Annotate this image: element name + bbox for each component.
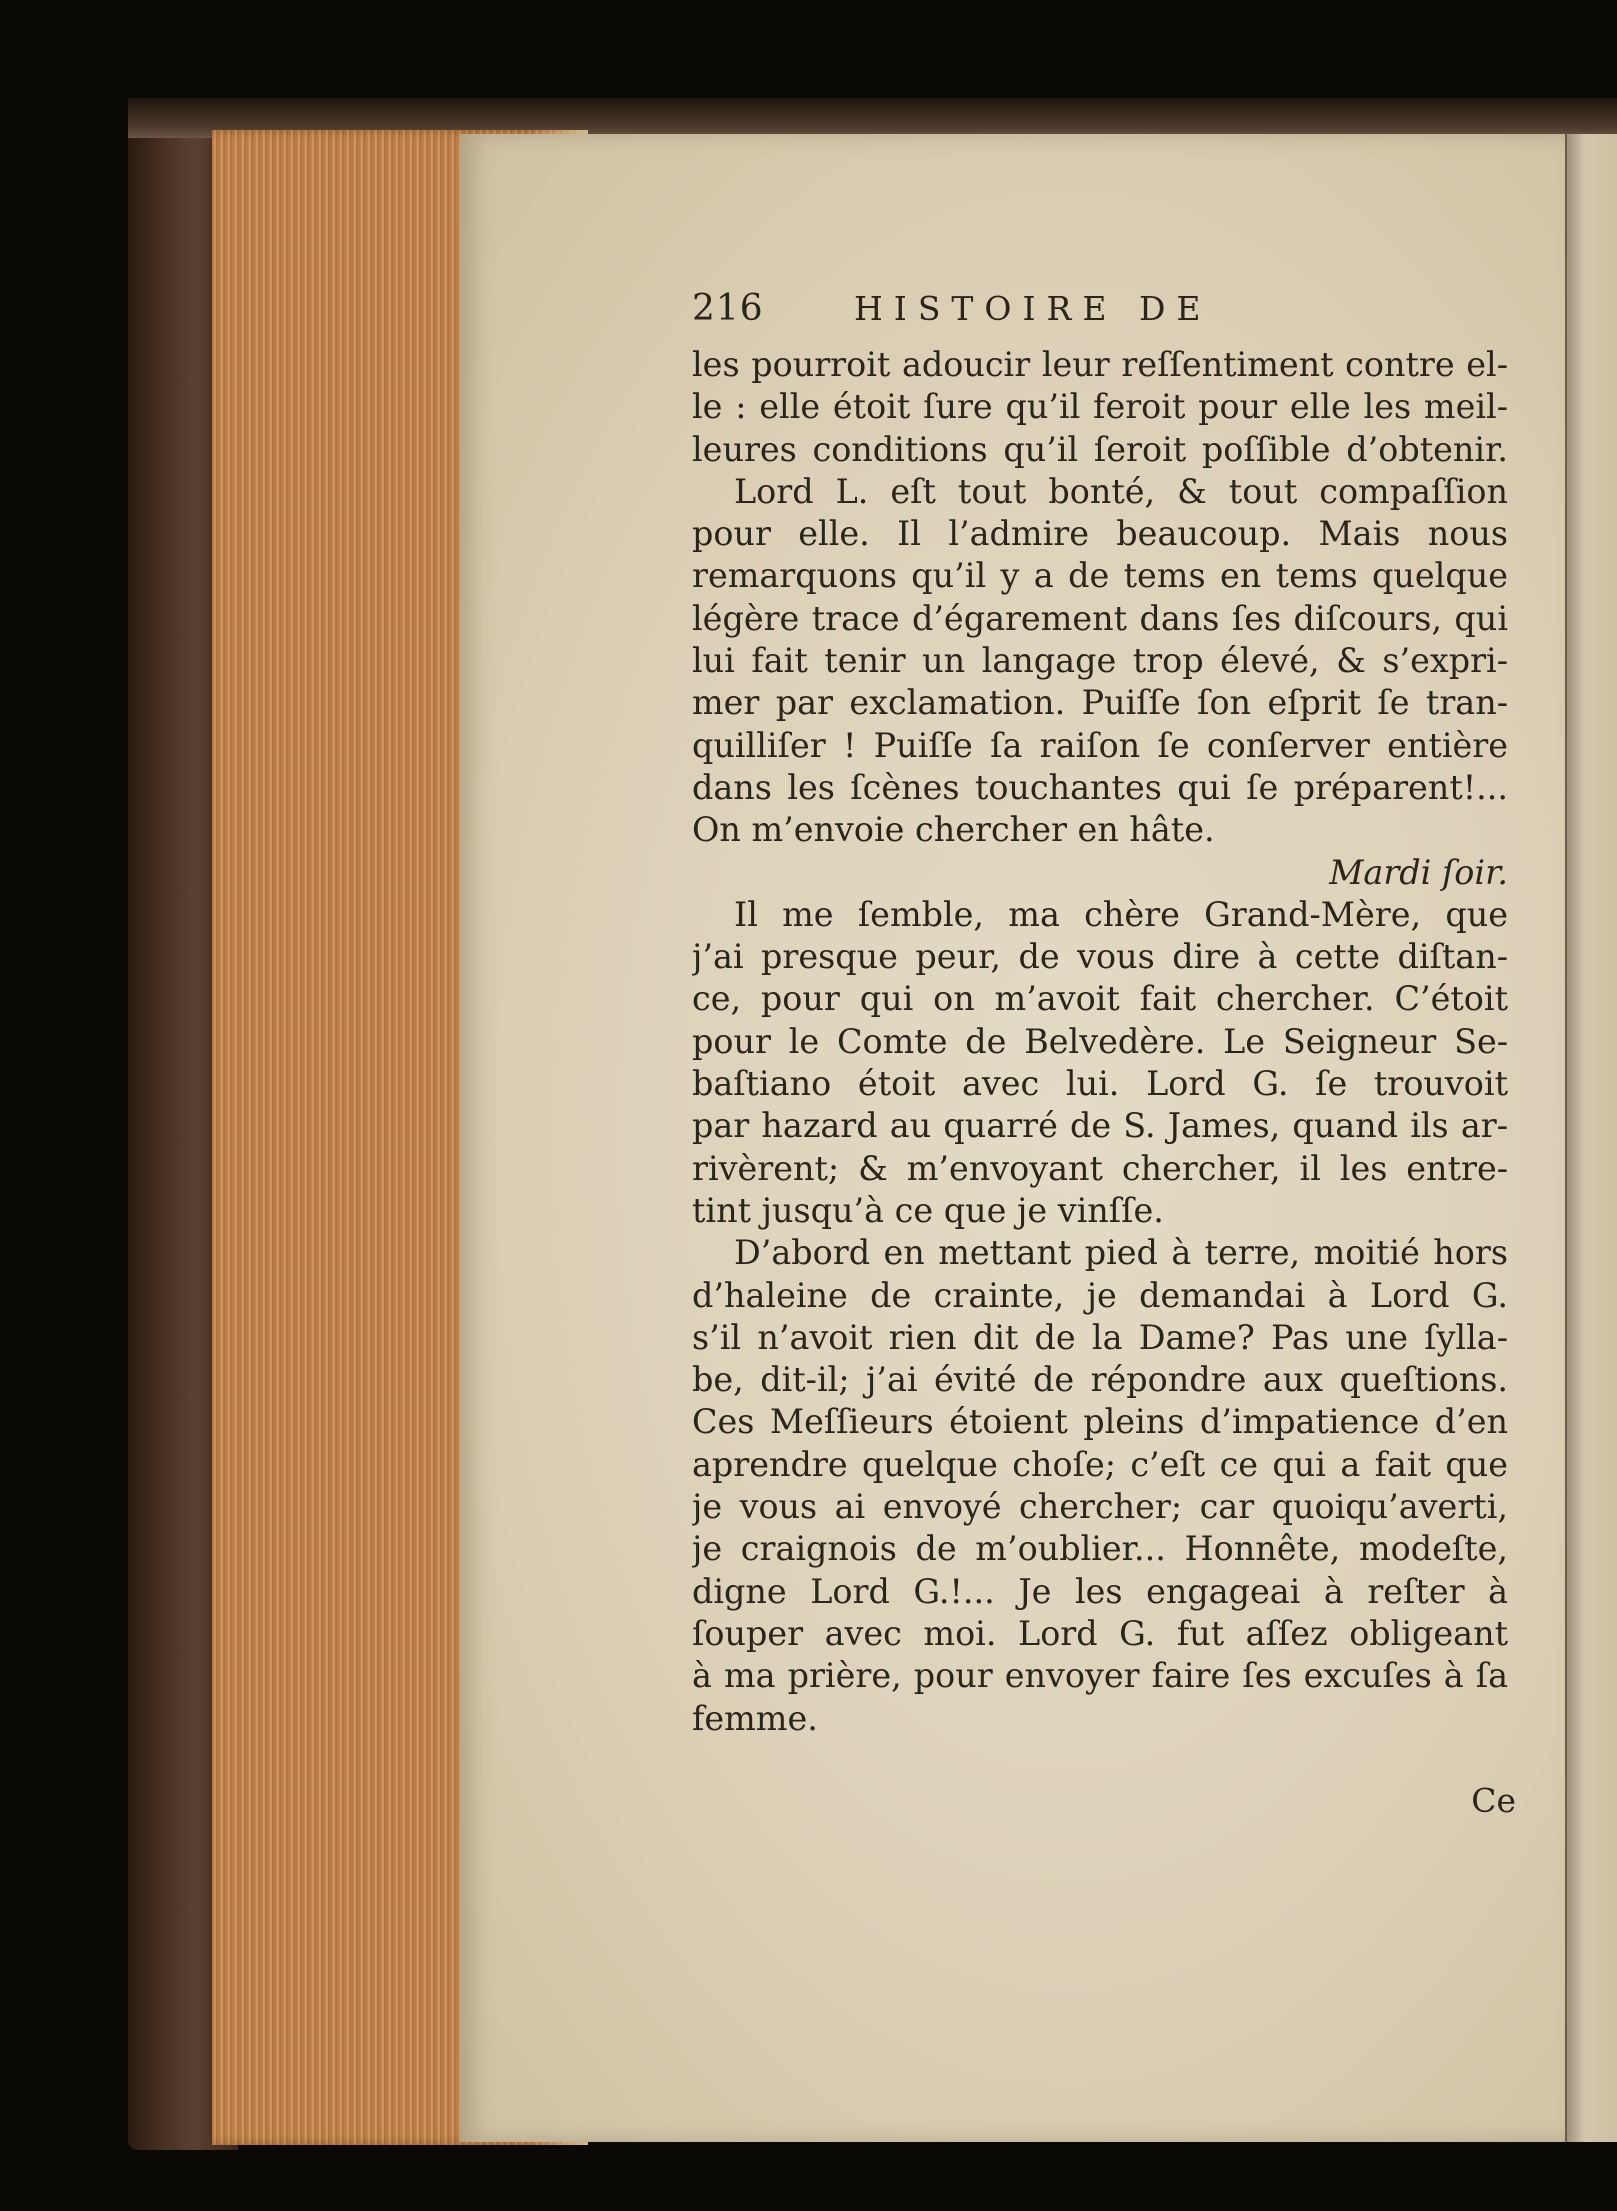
text-line: dans les ſcènes touchantes qui ſe préparent!... [692, 767, 1508, 807]
text-line: tint jusqu’à ce que je vinſſe. [692, 1190, 1164, 1230]
text-line: par hazard au quarré de S. James, quand ils ar- [692, 1106, 1508, 1146]
text-line: Mardi ſoir. [1329, 852, 1508, 892]
text-line: les pourroit adoucir leur reſſentiment contre el- [692, 345, 1508, 384]
catchword: Ce [1471, 1781, 1516, 1820]
text-line: légère trace d’égarement dans ſes diſcours, qui [692, 598, 1508, 638]
text-line: quilliſer ! Puiſſe ſa raiſon ſe conſerver entière [692, 725, 1508, 765]
text-line: remarquons qu’il y a de tems en tems quelque [692, 556, 1508, 596]
text-line: leures conditions qu’il ſeroit poſſible d’obtenir. [692, 429, 1508, 469]
text-line: pour le Comte de Belvedère. Le Seigneur Se- [692, 1021, 1508, 1061]
running-header [692, 288, 1342, 338]
text-line: ce, pour qui on m’avoit fait chercher. C’étoit [692, 979, 1508, 1019]
text-line: baſtiano étoit avec lui. Lord G. ſe trouvoit [692, 1064, 1508, 1104]
text-line: d’haleine de crainte, je demandai à Lord G. [692, 1275, 1508, 1315]
text-line: digne Lord G.!... Je les engageai à reſter à [692, 1571, 1508, 1611]
text-line: aprendre quelque choſe; c’eſt ce qui a fait que [692, 1444, 1508, 1484]
text-line: ſouper avec moi. Lord G. fut aſſez obligeant [692, 1613, 1508, 1653]
text-line: le : elle étoit ſure qu’il feroit pour elle les meil- [692, 387, 1508, 427]
text-line: D’abord en mettant pied à terre, moitié hors [734, 1233, 1508, 1273]
page-body-text [692, 344, 1508, 1740]
text-line: be, dit-il; j’ai évité de répondre aux queſtions. [692, 1360, 1508, 1400]
text-line: Ces Meſſieurs étoient pleins d’impatience d’en [692, 1402, 1508, 1442]
running-title-text: HISTOIRE DE [854, 289, 1212, 328]
text-line: à ma prière, pour envoyer faire ſes excuſes à ſa [692, 1656, 1508, 1696]
page-number: 216 [692, 288, 764, 329]
text-line: Lord L. eſt tout bonté, & tout compaſſion [734, 471, 1508, 511]
text-line: j’ai presque peur, de vous dire à cette diſtan- [692, 937, 1508, 977]
text-line: lui fait tenir un langage trop élevé, & s’expri- [692, 641, 1508, 681]
text-line: s’il n’avoit rien dit de la Dame? Pas une ſylla- [692, 1317, 1508, 1357]
text-line: pour elle. Il l’admire beaucoup. Mais nous [692, 514, 1508, 554]
text-line: mer par exclamation. Puiſſe ſon eſprit ſe tran- [692, 683, 1508, 723]
text-line: Il me ſemble, ma chère Grand-Mère, que [734, 894, 1508, 934]
text-line: je craignois de m’oublier... Honnête, modeſte, [692, 1529, 1508, 1569]
text-line: rivèrent; & m’envoyant chercher, il les entre- [692, 1148, 1508, 1188]
running-title [854, 288, 1212, 329]
facing-page-edge [1565, 134, 1617, 2142]
text-line: je vous ai envoyé chercher; car quoiqu’averti, [692, 1487, 1508, 1527]
text-line: femme. [692, 1698, 818, 1738]
text-line: On m’envoie chercher en hâte. [692, 810, 1215, 850]
